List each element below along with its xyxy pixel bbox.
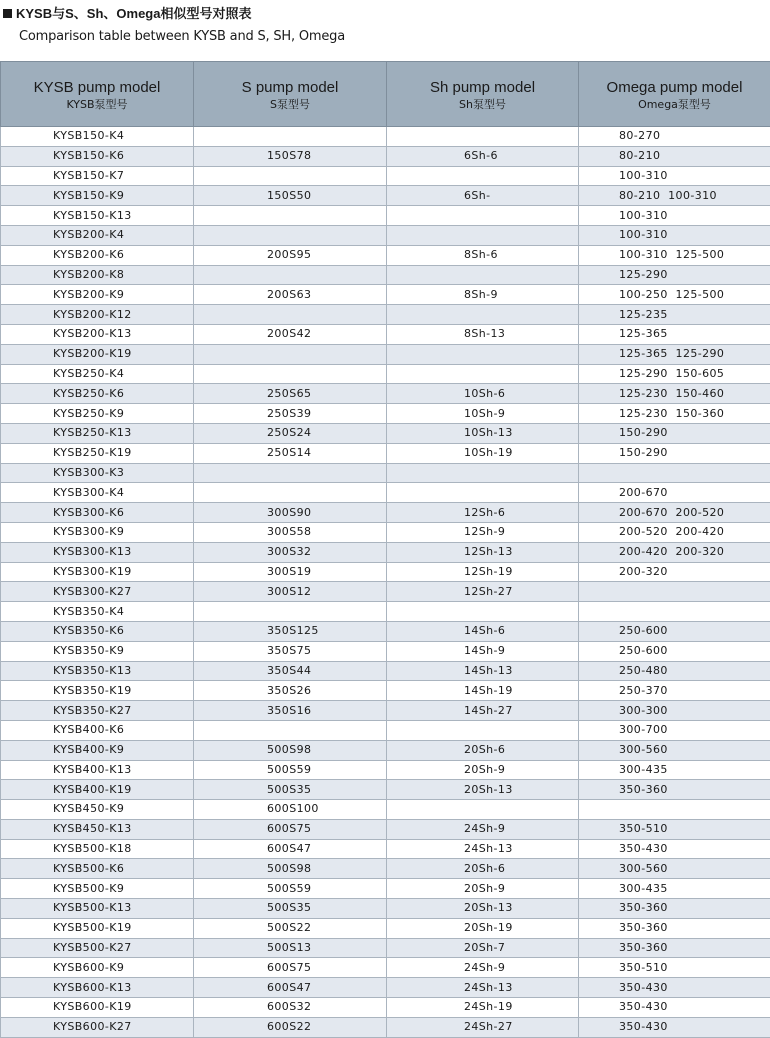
omega-model-cell: 150-290	[579, 443, 770, 463]
kysb-model-cell: KYSB400-K19	[1, 780, 194, 800]
kysb-model-cell: KYSB400-K6	[1, 720, 194, 740]
kysb-model-cell: KYSB150-K4	[1, 127, 194, 147]
table-row	[1, 384, 770, 404]
omega-model-cell: 350-360	[579, 899, 770, 919]
sh-model-cell: 20Sh-6	[387, 859, 579, 879]
sh-model-cell: 14Sh-9	[387, 641, 579, 661]
omega-model-cell: 250-600	[579, 641, 770, 661]
table-row	[1, 839, 770, 859]
s-model-cell: 600S75	[194, 819, 387, 839]
table-row	[1, 443, 770, 463]
omega-model-cell: 125-235	[579, 305, 770, 325]
s-model-cell: 350S44	[194, 661, 387, 681]
kysb-model-cell: KYSB600-K13	[1, 978, 194, 998]
s-model-cell	[194, 206, 387, 226]
sh-model-cell: 12Sh-27	[387, 582, 579, 602]
omega-model-cell: 350-360	[579, 918, 770, 938]
kysb-model-cell: KYSB300-K19	[1, 562, 194, 582]
kysb-model-cell: KYSB200-K4	[1, 225, 194, 245]
omega-model-cell: 350-510	[579, 819, 770, 839]
sh-model-cell: 14Sh-13	[387, 661, 579, 681]
s-model-cell: 600S22	[194, 1017, 387, 1037]
kysb-model-cell: KYSB350-K4	[1, 602, 194, 622]
s-model-cell	[194, 127, 387, 147]
column-header-en: Omega pump model	[606, 79, 743, 96]
column-header-en: S pump model	[241, 79, 339, 96]
s-model-cell: 250S14	[194, 443, 387, 463]
page-title-cn	[3, 5, 763, 22]
s-model-cell: 500S35	[194, 780, 387, 800]
kysb-model-cell: KYSB500-K13	[1, 899, 194, 919]
omega-model-cell: 350-360	[579, 938, 770, 958]
table-row	[1, 305, 770, 325]
table-row	[1, 899, 770, 919]
table-row	[1, 800, 770, 820]
column-header-omega	[579, 62, 770, 127]
table-row	[1, 206, 770, 226]
kysb-model-cell: KYSB450-K13	[1, 819, 194, 839]
sh-model-cell: 14Sh-27	[387, 701, 579, 721]
table-row	[1, 998, 770, 1018]
omega-model-cell: 200-670	[579, 483, 770, 503]
s-model-cell	[194, 166, 387, 186]
kysb-model-cell: KYSB300-K3	[1, 463, 194, 483]
sh-model-cell: 24Sh-13	[387, 839, 579, 859]
omega-model-cell: 200-320	[579, 562, 770, 582]
table-row	[1, 602, 770, 622]
table-row	[1, 127, 770, 147]
table-row	[1, 918, 770, 938]
s-model-cell: 500S98	[194, 859, 387, 879]
kysb-model-cell: KYSB350-K9	[1, 641, 194, 661]
kysb-model-cell: KYSB250-K19	[1, 443, 194, 463]
page-title-en: Comparison table between KYSB and S, SH, Omega	[19, 29, 345, 44]
s-model-cell: 500S22	[194, 918, 387, 938]
sh-model-cell	[387, 463, 579, 483]
sh-model-cell: 20Sh-9	[387, 760, 579, 780]
s-model-cell: 200S95	[194, 245, 387, 265]
table-row	[1, 859, 770, 879]
sh-model-cell: 24Sh-9	[387, 958, 579, 978]
omega-model-cell: 350-430	[579, 839, 770, 859]
s-model-cell: 600S100	[194, 800, 387, 820]
s-model-cell: 200S63	[194, 285, 387, 305]
omega-model-cell: 125-290	[579, 265, 770, 285]
omega-model-cell: 80-270	[579, 127, 770, 147]
s-model-cell: 600S47	[194, 978, 387, 998]
column-header-cn: Omega泵型号	[638, 98, 711, 111]
s-model-cell	[194, 720, 387, 740]
omega-model-cell: 200-520 200-420	[579, 522, 770, 542]
kysb-model-cell: KYSB500-K6	[1, 859, 194, 879]
s-model-cell	[194, 344, 387, 364]
table-row	[1, 146, 770, 166]
s-model-cell	[194, 364, 387, 384]
sh-model-cell	[387, 483, 579, 503]
sh-model-cell: 20Sh-9	[387, 879, 579, 899]
table-row	[1, 621, 770, 641]
kysb-model-cell: KYSB300-K4	[1, 483, 194, 503]
table-row	[1, 225, 770, 245]
table-row	[1, 344, 770, 364]
kysb-model-cell: KYSB400-K13	[1, 760, 194, 780]
sh-model-cell: 20Sh-13	[387, 780, 579, 800]
kysb-model-cell: KYSB200-K12	[1, 305, 194, 325]
kysb-model-cell: KYSB500-K19	[1, 918, 194, 938]
s-model-cell: 500S13	[194, 938, 387, 958]
table-row	[1, 958, 770, 978]
sh-model-cell: 20Sh-19	[387, 918, 579, 938]
table-row	[1, 324, 770, 344]
omega-model-cell: 300-300	[579, 701, 770, 721]
table-row	[1, 503, 770, 523]
table-row	[1, 879, 770, 899]
omega-model-cell: 250-600	[579, 621, 770, 641]
kysb-model-cell: KYSB250-K6	[1, 384, 194, 404]
column-header-s	[194, 62, 387, 127]
header-row	[1, 62, 770, 127]
omega-model-cell: 100-250 125-500	[579, 285, 770, 305]
sh-model-cell: 24Sh-19	[387, 998, 579, 1018]
kysb-model-cell: KYSB350-K27	[1, 701, 194, 721]
sh-model-cell	[387, 800, 579, 820]
sh-model-cell	[387, 344, 579, 364]
omega-model-cell: 300-560	[579, 859, 770, 879]
table-row	[1, 463, 770, 483]
column-header-cn: S泵型号	[270, 98, 310, 111]
kysb-model-cell: KYSB350-K19	[1, 681, 194, 701]
sh-model-cell: 12Sh-13	[387, 542, 579, 562]
s-model-cell	[194, 483, 387, 503]
omega-model-cell	[579, 602, 770, 622]
table-row	[1, 265, 770, 285]
sh-model-cell	[387, 127, 579, 147]
table-row	[1, 720, 770, 740]
s-model-cell: 350S16	[194, 701, 387, 721]
kysb-model-cell: KYSB500-K18	[1, 839, 194, 859]
s-model-cell: 150S78	[194, 146, 387, 166]
omega-model-cell: 200-420 200-320	[579, 542, 770, 562]
sh-model-cell: 6Sh-	[387, 186, 579, 206]
sh-model-cell	[387, 265, 579, 285]
s-model-cell: 300S90	[194, 503, 387, 523]
table-header	[1, 62, 770, 127]
comparison-table	[0, 61, 770, 1038]
s-model-cell: 200S42	[194, 324, 387, 344]
table-row	[1, 681, 770, 701]
s-model-cell	[194, 463, 387, 483]
table-row	[1, 423, 770, 443]
kysb-model-cell: KYSB350-K6	[1, 621, 194, 641]
s-model-cell	[194, 305, 387, 325]
kysb-model-cell: KYSB200-K9	[1, 285, 194, 305]
kysb-model-cell: KYSB150-K7	[1, 166, 194, 186]
omega-model-cell: 150-290	[579, 423, 770, 443]
sh-model-cell: 10Sh-9	[387, 404, 579, 424]
sh-model-cell	[387, 602, 579, 622]
omega-model-cell: 300-560	[579, 740, 770, 760]
sh-model-cell: 14Sh-6	[387, 621, 579, 641]
table-row	[1, 1017, 770, 1037]
kysb-model-cell: KYSB200-K19	[1, 344, 194, 364]
sh-model-cell	[387, 305, 579, 325]
s-model-cell: 350S26	[194, 681, 387, 701]
omega-model-cell: 350-430	[579, 998, 770, 1018]
column-header-en: Sh pump model	[429, 79, 536, 96]
omega-model-cell: 125-290 150-605	[579, 364, 770, 384]
sh-model-cell: 10Sh-19	[387, 443, 579, 463]
omega-model-cell: 125-365	[579, 324, 770, 344]
sh-model-cell: 12Sh-9	[387, 522, 579, 542]
table-row	[1, 938, 770, 958]
sh-model-cell: 8Sh-13	[387, 324, 579, 344]
square-bullet-icon	[3, 9, 12, 18]
kysb-model-cell: KYSB300-K27	[1, 582, 194, 602]
sh-model-cell: 20Sh-6	[387, 740, 579, 760]
table-row	[1, 186, 770, 206]
omega-model-cell: 100-310	[579, 206, 770, 226]
s-model-cell: 500S35	[194, 899, 387, 919]
table-row	[1, 760, 770, 780]
kysb-model-cell: KYSB600-K19	[1, 998, 194, 1018]
kysb-model-cell: KYSB150-K13	[1, 206, 194, 226]
table-row	[1, 542, 770, 562]
omega-model-cell: 350-510	[579, 958, 770, 978]
sh-model-cell: 14Sh-19	[387, 681, 579, 701]
sh-model-cell: 24Sh-9	[387, 819, 579, 839]
sh-model-cell: 24Sh-13	[387, 978, 579, 998]
kysb-model-cell: KYSB500-K9	[1, 879, 194, 899]
kysb-model-cell: KYSB250-K9	[1, 404, 194, 424]
kysb-model-cell: KYSB600-K9	[1, 958, 194, 978]
omega-model-cell: 250-370	[579, 681, 770, 701]
table-row	[1, 978, 770, 998]
sh-model-cell: 8Sh-6	[387, 245, 579, 265]
omega-model-cell: 350-360	[579, 780, 770, 800]
omega-model-cell: 125-230 150-360	[579, 404, 770, 424]
table-row	[1, 780, 770, 800]
table-row	[1, 245, 770, 265]
column-header-en: KYSB pump model	[33, 79, 161, 96]
table-row	[1, 701, 770, 721]
s-model-cell: 600S75	[194, 958, 387, 978]
sh-model-cell	[387, 225, 579, 245]
table-row	[1, 364, 770, 384]
kysb-model-cell: KYSB400-K9	[1, 740, 194, 760]
s-model-cell: 350S125	[194, 621, 387, 641]
kysb-model-cell: KYSB300-K13	[1, 542, 194, 562]
s-model-cell: 500S59	[194, 879, 387, 899]
omega-model-cell: 300-435	[579, 760, 770, 780]
kysb-model-cell: KYSB150-K9	[1, 186, 194, 206]
s-model-cell	[194, 225, 387, 245]
table-row	[1, 562, 770, 582]
s-model-cell: 600S47	[194, 839, 387, 859]
sh-model-cell: 8Sh-9	[387, 285, 579, 305]
omega-model-cell: 125-230 150-460	[579, 384, 770, 404]
sh-model-cell: 20Sh-13	[387, 899, 579, 919]
s-model-cell: 600S32	[194, 998, 387, 1018]
sh-model-cell: 10Sh-6	[387, 384, 579, 404]
column-header-cn: Sh泵型号	[459, 98, 506, 111]
sh-model-cell	[387, 720, 579, 740]
table-row	[1, 522, 770, 542]
omega-model-cell	[579, 582, 770, 602]
table-row	[1, 582, 770, 602]
column-header-kysb	[1, 62, 194, 127]
s-model-cell: 250S65	[194, 384, 387, 404]
kysb-model-cell: KYSB350-K13	[1, 661, 194, 681]
omega-model-cell: 200-670 200-520	[579, 503, 770, 523]
omega-model-cell	[579, 463, 770, 483]
omega-model-cell: 350-430	[579, 978, 770, 998]
omega-model-cell: 350-430	[579, 1017, 770, 1037]
column-header-cn: KYSB泵型号	[66, 98, 128, 111]
sh-model-cell: 12Sh-6	[387, 503, 579, 523]
kysb-model-cell: KYSB250-K13	[1, 423, 194, 443]
table-row	[1, 166, 770, 186]
kysb-model-cell: KYSB200-K8	[1, 265, 194, 285]
omega-model-cell	[579, 800, 770, 820]
table-row	[1, 285, 770, 305]
kysb-model-cell: KYSB300-K6	[1, 503, 194, 523]
s-model-cell: 300S12	[194, 582, 387, 602]
sh-model-cell	[387, 206, 579, 226]
table-row	[1, 641, 770, 661]
sh-model-cell: 6Sh-6	[387, 146, 579, 166]
table-row	[1, 404, 770, 424]
s-model-cell: 300S58	[194, 522, 387, 542]
title-cn-text: KYSB与S、Sh、Omega相似型号对照表	[16, 6, 252, 21]
omega-model-cell: 100-310	[579, 166, 770, 186]
s-model-cell: 300S32	[194, 542, 387, 562]
kysb-model-cell: KYSB200-K13	[1, 324, 194, 344]
s-model-cell: 250S39	[194, 404, 387, 424]
s-model-cell: 350S75	[194, 641, 387, 661]
table-row	[1, 483, 770, 503]
table-row	[1, 661, 770, 681]
omega-model-cell: 125-365 125-290	[579, 344, 770, 364]
omega-model-cell: 100-310	[579, 225, 770, 245]
s-model-cell: 500S59	[194, 760, 387, 780]
s-model-cell	[194, 265, 387, 285]
title-block	[3, 5, 763, 46]
sh-model-cell: 24Sh-27	[387, 1017, 579, 1037]
kysb-model-cell: KYSB500-K27	[1, 938, 194, 958]
kysb-model-cell: KYSB250-K4	[1, 364, 194, 384]
sh-model-cell: 20Sh-7	[387, 938, 579, 958]
omega-model-cell: 300-435	[579, 879, 770, 899]
omega-model-cell: 300-700	[579, 720, 770, 740]
s-model-cell: 300S19	[194, 562, 387, 582]
kysb-model-cell: KYSB450-K9	[1, 800, 194, 820]
omega-model-cell: 250-480	[579, 661, 770, 681]
kysb-model-cell: KYSB300-K9	[1, 522, 194, 542]
s-model-cell: 250S24	[194, 423, 387, 443]
sh-model-cell: 10Sh-13	[387, 423, 579, 443]
kysb-model-cell: KYSB150-K6	[1, 146, 194, 166]
column-header-sh	[387, 62, 579, 127]
sh-model-cell	[387, 166, 579, 186]
kysb-model-cell: KYSB200-K6	[1, 245, 194, 265]
table-body	[1, 127, 770, 1038]
kysb-model-cell: KYSB600-K27	[1, 1017, 194, 1037]
omega-model-cell: 80-210 100-310	[579, 186, 770, 206]
omega-model-cell: 100-310 125-500	[579, 245, 770, 265]
table-row	[1, 819, 770, 839]
s-model-cell: 500S98	[194, 740, 387, 760]
s-model-cell	[194, 602, 387, 622]
omega-model-cell: 80-210	[579, 146, 770, 166]
sh-model-cell: 12Sh-19	[387, 562, 579, 582]
table-row	[1, 740, 770, 760]
s-model-cell: 150S50	[194, 186, 387, 206]
sh-model-cell	[387, 364, 579, 384]
